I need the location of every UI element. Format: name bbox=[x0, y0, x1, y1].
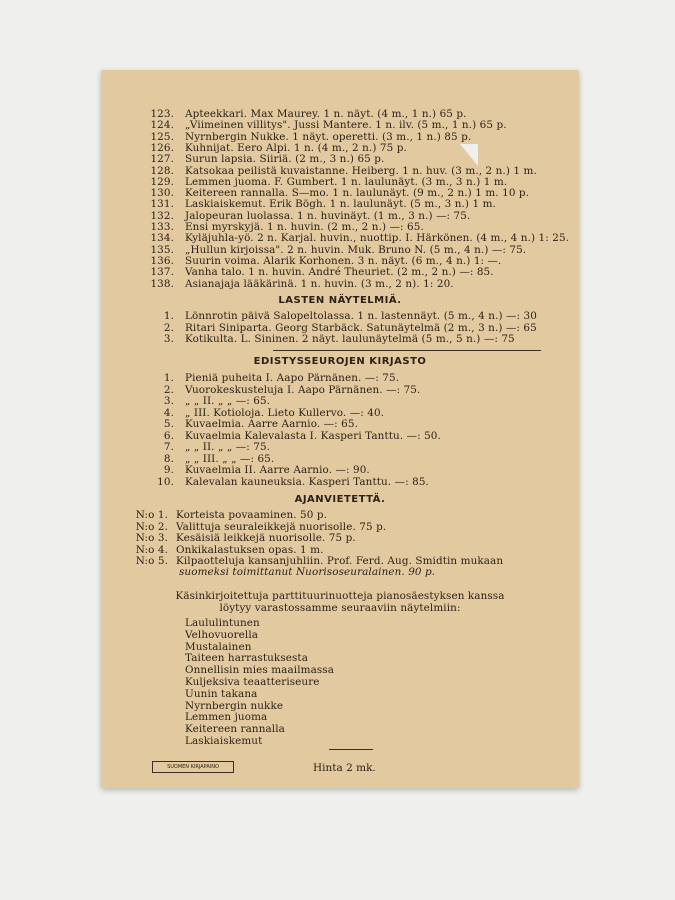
manuscript-play-item: Velhovuorella bbox=[185, 628, 259, 641]
manuscript-note-line2: löytyy varastossamme seuraaviin näytelmiin: bbox=[219, 602, 461, 614]
play-item: Katsokaa peilistä kuvaistanne. Heiberg. 1 n. huv. (3 m., 2 n.) 1 m. bbox=[185, 164, 537, 177]
library-item-number: 7. bbox=[163, 441, 174, 453]
play-item: Kyläjuhla-yö. 2 n. Karjal. huvin., nuottip. I. Härkönen. (4 m., 4 n.) 1: 25. bbox=[185, 232, 570, 245]
manuscript-play-item: Taiteen harrastuksesta bbox=[185, 652, 309, 665]
pastime-item-number: N:o 5. bbox=[135, 555, 168, 567]
play-item: Asianajaja lääkärinä. 1 n. huvin. (3 m., 2 n). 1: 20. bbox=[185, 277, 454, 290]
pastime-continuation: suomeksi toimittanut Nuorisoseuralainen. 90 p. bbox=[179, 566, 436, 578]
pastime-item-number: N:o 1. bbox=[135, 509, 168, 521]
play-item-number: 138. bbox=[150, 277, 174, 290]
library-item-number: 5. bbox=[163, 418, 174, 430]
pastime-item: Korteista povaaminen. 50 p. bbox=[176, 509, 328, 521]
price-rule bbox=[329, 749, 373, 750]
library-item-number: 6. bbox=[163, 429, 174, 442]
play-item-number: 136. bbox=[150, 254, 174, 267]
manuscript-play-item: Laululintunen bbox=[185, 617, 260, 629]
play-item-number: 137. bbox=[150, 266, 174, 279]
children-play-item: Kotikulta. L. Sininen. 2 näyt. laulunäytelmä (5 m., 5 n.) —: 75 bbox=[185, 333, 515, 345]
library-item-number: 3. bbox=[163, 395, 174, 407]
children-play-item-number: 2. bbox=[163, 321, 174, 334]
library-item-number: 9. bbox=[163, 464, 174, 476]
play-item: Vanha talo. 1 n. huvin. André Theuriet. (2 m., 2 n.) —: 85. bbox=[185, 266, 494, 279]
library-item: Kuvaelmia II. Aarre Aarnio. —: 90. bbox=[185, 464, 370, 476]
play-item: Surun lapsia. Siiriä. (2 m., 3 n.) 65 p. bbox=[185, 153, 385, 166]
play-item: „Viimeinen villitys". Jussi Mantere. 1 n. ilv. (5 m., 1 n.) 65 p. bbox=[185, 119, 507, 132]
library-item: „ „ III. „ „ —: 65. bbox=[185, 452, 275, 465]
play-item-number: 128. bbox=[150, 164, 174, 177]
play-item-number: 130. bbox=[150, 187, 174, 200]
library-item-number: 1. bbox=[163, 372, 174, 384]
children-play-item-number: 3. bbox=[163, 333, 174, 345]
library-item-number: 8. bbox=[163, 452, 174, 465]
divider-rule bbox=[273, 350, 541, 351]
library-item-number: 2. bbox=[163, 383, 174, 396]
library-item: „ III. Kotioloja. Lieto Kullervo. —: 40. bbox=[185, 406, 385, 419]
play-item-number: 125. bbox=[150, 130, 174, 143]
play-item: „Hullun kirjoissa". 2 n. huvin. Muk. Bruno N. (5 m., 4 n.) —: 75. bbox=[185, 243, 527, 256]
manuscript-play-item: Laskiaiskemut bbox=[185, 735, 263, 747]
play-item-number: 124. bbox=[150, 119, 174, 132]
manuscript-play-item: Keitereen rannalla bbox=[185, 723, 285, 736]
manuscript-note-line1: Käsinkirjoitettuja parttituurinuotteja pianosäestyksen kanssa bbox=[175, 590, 505, 602]
play-item-number: 135. bbox=[150, 243, 174, 256]
library-item: Pieniä puheita I. Aapo Pärnänen. —: 75. bbox=[185, 372, 400, 384]
play-item: Keitereen rannalla. S—mo. 1 n. laulunäyt. (9 m., 2 n.) 1 m. 10 p. bbox=[185, 187, 530, 200]
library-item: Kuvaelmia Kalevalasta I. Kasperi Tanttu. —: 50. bbox=[185, 429, 441, 442]
play-item: Ensi myrskyjä. 1 n. huvin. (2 m., 2 n.) —: 65. bbox=[185, 221, 424, 233]
play-item: Lemmen juoma. F. Gumbert. 1 n. laulunäyt. (3 m., 3 n.) 1 m. bbox=[185, 175, 508, 188]
children-play-item: Lönnrotin päivä Salopeltolassa. 1 n. lastennäyt. (5 m., 4 n.) —: 30 bbox=[185, 310, 537, 322]
play-item: Laskiaiskemut. Erik Bögh. 1 n. laulunäyt. (5 m., 3 n.) 1 m. bbox=[185, 198, 496, 211]
heading-children-plays: LASTEN NÄYTELMIÄ. bbox=[278, 295, 402, 306]
play-item-number: 126. bbox=[150, 141, 174, 154]
pastime-item: Kesäisiä leikkejä nuorisolle. 75 p. bbox=[176, 532, 356, 544]
play-item-number: 129. bbox=[150, 175, 174, 188]
play-item-number: 127. bbox=[150, 153, 174, 166]
pastime-item: Valittuja seuraleikkejä nuorisolle. 75 p. bbox=[176, 520, 387, 533]
printer-stamp: SUOMEN KIRJAPAINO bbox=[152, 761, 234, 773]
library-item-number: 4. bbox=[163, 406, 174, 419]
heading-pastime: AJANVIETETTÄ. bbox=[294, 494, 386, 505]
library-item: „ „ II. „ „ —: 65. bbox=[185, 395, 271, 407]
library-item: Kalevalan kauneuksia. Kasperi Tanttu. —: 85. bbox=[185, 475, 429, 488]
children-play-item: Ritari Siniparta. Georg Starbäck. Satunäytelmä (2 m., 3 n.) —: 65 bbox=[185, 321, 537, 334]
play-item: Jalopeuran luolassa. 1 n. huvinäyt. (1 m., 3 n.) —: 75. bbox=[185, 209, 471, 222]
play-item-number: 132. bbox=[150, 209, 174, 222]
manuscript-play-item: Lemmen juoma bbox=[185, 711, 268, 724]
library-item: Kuvaelmia. Aarre Aarnio. —: 65. bbox=[185, 418, 359, 430]
pastime-item-number: N:o 2. bbox=[135, 520, 168, 533]
play-item: Nyrnbergin Nukke. 1 näyt. operetti. (3 m., 1 n.) 85 p. bbox=[185, 130, 472, 143]
pastime-item-number: N:o 4. bbox=[135, 543, 168, 556]
play-item-number: 123. bbox=[150, 108, 174, 120]
play-item: Kuhnijat. Eero Alpi. 1 n. (4 m., 2 n.) 75 p. bbox=[185, 141, 407, 154]
manuscript-play-item: Nyrnbergin nukke bbox=[185, 699, 284, 712]
play-item-number: 131. bbox=[150, 198, 174, 211]
manuscript-play-item: Kuljeksiva teaatteriseure bbox=[185, 676, 320, 688]
manuscript-play-item: Mustalainen bbox=[185, 640, 252, 653]
pastime-item: Kilpaotteluja kansanjuhliin. Prof. Ferd. Aug. Smidtin mukaan bbox=[176, 555, 504, 567]
heading-library: EDISTYSSEUROJEN KIRJASTO bbox=[253, 356, 427, 367]
torn-corner bbox=[460, 144, 478, 166]
library-item: „ „ II. „ „ —: 75. bbox=[185, 441, 271, 453]
pastime-item-number: N:o 3. bbox=[135, 532, 168, 544]
library-item-number: 10. bbox=[157, 475, 174, 488]
pastime-item: Onkikalastuksen opas. 1 m. bbox=[176, 543, 324, 556]
price-label: Hinta 2 mk. bbox=[313, 762, 376, 774]
catalog-page bbox=[101, 70, 579, 788]
library-item: Vuorokeskusteluja I. Aapo Pärnänen. —: 75. bbox=[185, 383, 421, 396]
play-item-number: 133. bbox=[150, 221, 174, 233]
children-play-item-number: 1. bbox=[163, 310, 174, 322]
play-item: Apteekkari. Max Maurey. 1 n. näyt. (4 m., 1 n.) 65 p. bbox=[185, 108, 467, 120]
manuscript-play-item: Uunin takana bbox=[185, 687, 258, 700]
play-item-number: 134. bbox=[150, 232, 174, 245]
manuscript-play-item: Onnellisin mies maailmassa bbox=[185, 664, 335, 677]
play-item: Suurin voima. Alarik Korhonen. 3 n. näyt. (6 m., 4 n.) 1: —. bbox=[185, 254, 502, 267]
